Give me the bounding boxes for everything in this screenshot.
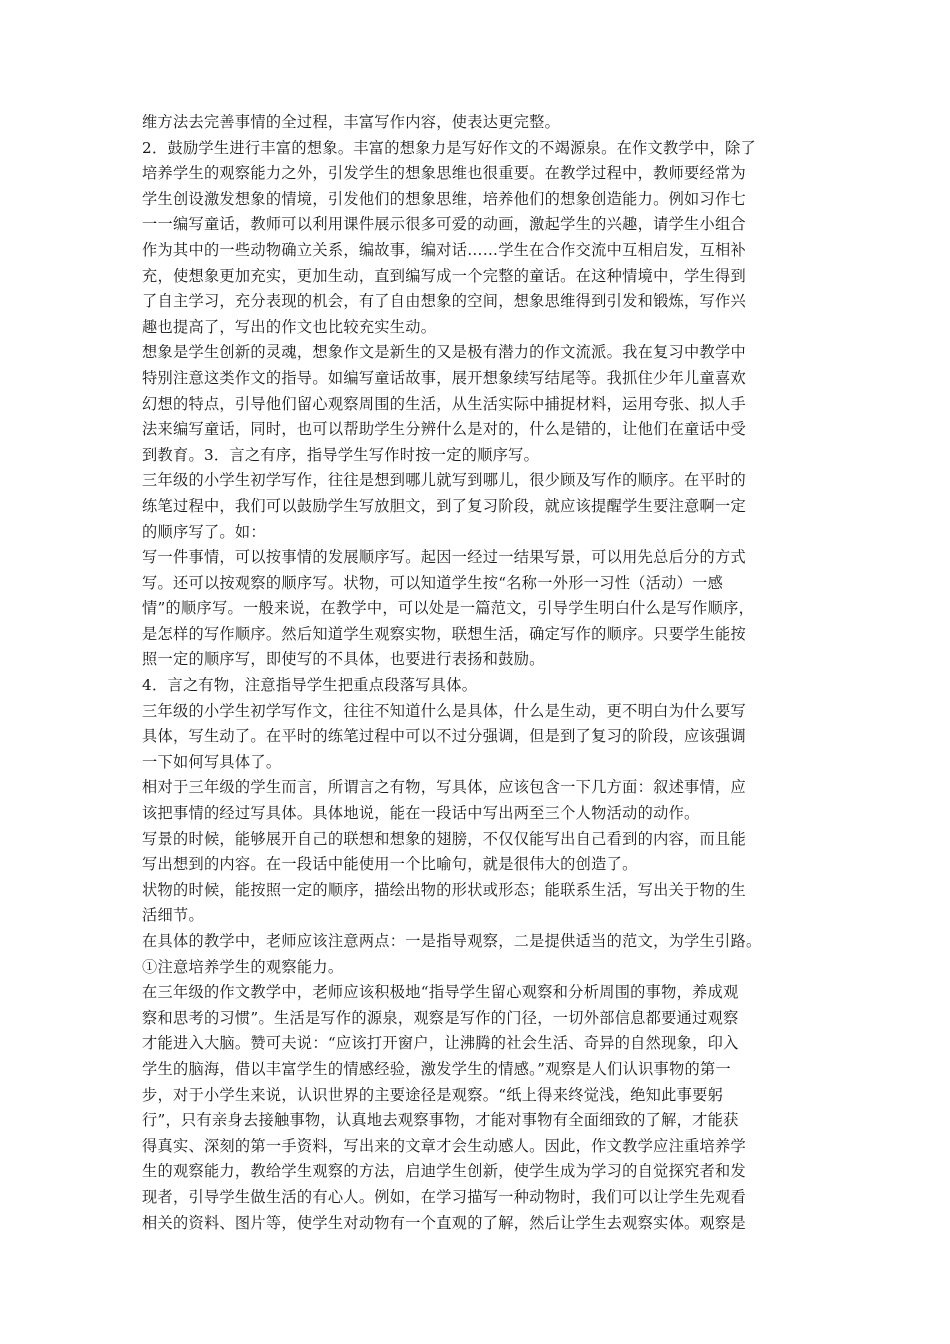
- text-line: 写。还可以按观察的顺序写。状物，可以知道学生按“名称一外形一习性（活动）一感: [142, 573, 724, 592]
- text-line: 写一件事情，可以按事情的发展顺序写。起因一经过一结果写景，可以用先总后分的方式: [142, 548, 747, 567]
- text-line: 现者，引导学生做生活的有心人。例如，在学习描写一种动物时，我们可以让学生先观看: [142, 1187, 747, 1206]
- text-line: 一下如何写具体了。: [142, 752, 282, 771]
- text-line: 写出想到的内容。在一段话中能使用一个比喻句，就是很伟大的创造了。: [142, 855, 638, 874]
- text-line: 才能进入大脑。赞可夫说：“应该打开窗户，让沸腾的社会生活、奇异的自然现象，印入: [142, 1034, 739, 1053]
- text-line: 步，对于小学生来说，认识世界的主要途径是观察。“纸上得来终觉浅，绝知此事要躬: [142, 1085, 724, 1104]
- text-line: 作为其中的一些动物确立关系，编故事，编对话……学生在合作交流中互相启发，互相补: [142, 240, 747, 259]
- text-line: 练笔过程中，我们可以鼓励学生写放胆文，到了复习阶段，就应该提醒学生要注意啊一定: [142, 496, 747, 515]
- text-line: 是怎样的写作顺序。然后知道学生观察实物，联想生活，确定写作的顺序。只要学生能按: [142, 624, 747, 643]
- text-line: 想象是学生创新的灵魂，想象作文是新生的又是极有潜力的作文流派。我在复习中教学中: [142, 343, 747, 362]
- text-line: 维方法去完善事情的全过程，丰富写作内容，使表达更完整。: [142, 113, 561, 131]
- text-line: 三年级的小学生初学写作文，往往不知道什么是具体，什么是生动，更不明白为什么要写: [142, 701, 747, 720]
- text-line: 特别注意这类作文的指导。如编写童话故事，展开想象续写结尾等。我抓住少年儿童喜欢: [142, 368, 747, 387]
- text-line: 行”，只有亲身去接触事物，认真地去观察事物，才能对事物有全面细致的了解，才能获: [142, 1111, 739, 1130]
- text-line: 生的观察能力，教给学生观察的方法，启迪学生创新，使学生成为学习的自觉探究者和发: [142, 1162, 747, 1181]
- text-line: 在三年级的作文教学中，老师应该积极地“指导学生留心观察和分析周围的事物，养成观: [142, 983, 739, 1002]
- text-line: 的顺序写了。如：: [142, 522, 266, 541]
- text-line: 活细节。: [142, 906, 204, 925]
- text-line: 情”的顺序写。一般来说，在教学中，可以处是一篇范文，引导学生明白什么是写作顺序，: [142, 599, 755, 618]
- text-line: 三年级的小学生初学写作，往往是想到哪儿就写到哪儿，很少顾及写作的顺序。在平时的: [142, 471, 747, 490]
- text-line: 该把事情的经过写具体。具体地说，能在一段话中写出两至三个人物活动的动作。: [142, 804, 700, 823]
- text-line: 在具体的教学中，老师应该注意两点：一是指导观察，二是提供适当的范文，为学生引路。: [142, 932, 762, 950]
- text-line: 写景的时候，能够展开自己的联想和想象的翅膀，不仅仅能写出自己看到的内容，而且能: [142, 829, 747, 848]
- text-line: 一一编写童话，教师可以利用课件展示很多可爱的动画，激起学生的兴趣，请学生小组合: [142, 215, 747, 234]
- text-line: 相对于三年级的学生而言，所谓言之有物，写具体，应该包含一下几方面：叙述事情，应: [142, 778, 747, 797]
- document-body: [142, 110, 822, 1236]
- text-line: 状物的时候，能按照一定的顺序，描绘出物的形状或形态；能联系生活，写出关于物的生: [142, 880, 747, 899]
- text-line: 照一定的顺序写，即使写的不具体，也要进行表扬和鼓励。: [142, 650, 545, 669]
- text-line: 4．言之有物，注意指导学生把重点段落写具体。: [142, 676, 478, 695]
- text-line: 法来编写童话，同时，也可以帮助学生分辨什么是对的，什么是错的，让他们在童话中受: [142, 420, 747, 439]
- text-line: 充，使想象更加充实，更加生动，直到编写成一个完整的童话。在这种情境中，学生得到: [142, 266, 747, 285]
- text-line: 相关的资料、图片等，使学生对动物有一个直观的了解，然后让学生去观察实体。观察是: [142, 1213, 747, 1232]
- text-line: 培养学生的观察能力之外，引发学生的想象思维也很重要。在教学过程中，教师要经常为: [142, 164, 747, 183]
- text-line: 到教育。3．言之有序，指导学生写作时按一定的顺序写。: [142, 445, 540, 464]
- text-line: 得真实、深刻的第一手资料，写出来的文章才会生动感人。因此，作文教学应注重培养学: [142, 1136, 747, 1155]
- text-line: 趣也提高了，写出的作文也比较充实生动。: [142, 317, 437, 336]
- text-line: 2．鼓励学生进行丰富的想象。丰富的想象力是写好作文的不竭源泉。在作文教学中，除了: [142, 138, 756, 157]
- text-line: 学生创设激发想象的情境，引发他们的想象思维，培养他们的想象创造能力。例如习作七: [142, 189, 747, 208]
- text-line: 了自主学习，充分表现的机会，有了自由想象的空间，想象思维得到引发和锻炼，写作兴: [142, 292, 747, 311]
- text-line: ①注意培养学生的观察能力。: [142, 957, 344, 976]
- text-line: 具体，写生动了。在平时的练笔过程中可以不过分强调，但是到了复习的阶段，应该强调: [142, 727, 747, 746]
- text-line: 学生的脑海，借以丰富学生的情感经验，激发学生的情感。”观察是人们认识事物的第一: [142, 1059, 731, 1078]
- text-line: 察和思考的习惯”。生活是写作的源泉，观察是写作的门径，一切外部信息都要通过观察: [142, 1008, 739, 1027]
- text-line: 幻想的特点，引导他们留心观察周围的生活，从生活实际中捕捉材料，运用夸张、拟人手: [142, 394, 747, 413]
